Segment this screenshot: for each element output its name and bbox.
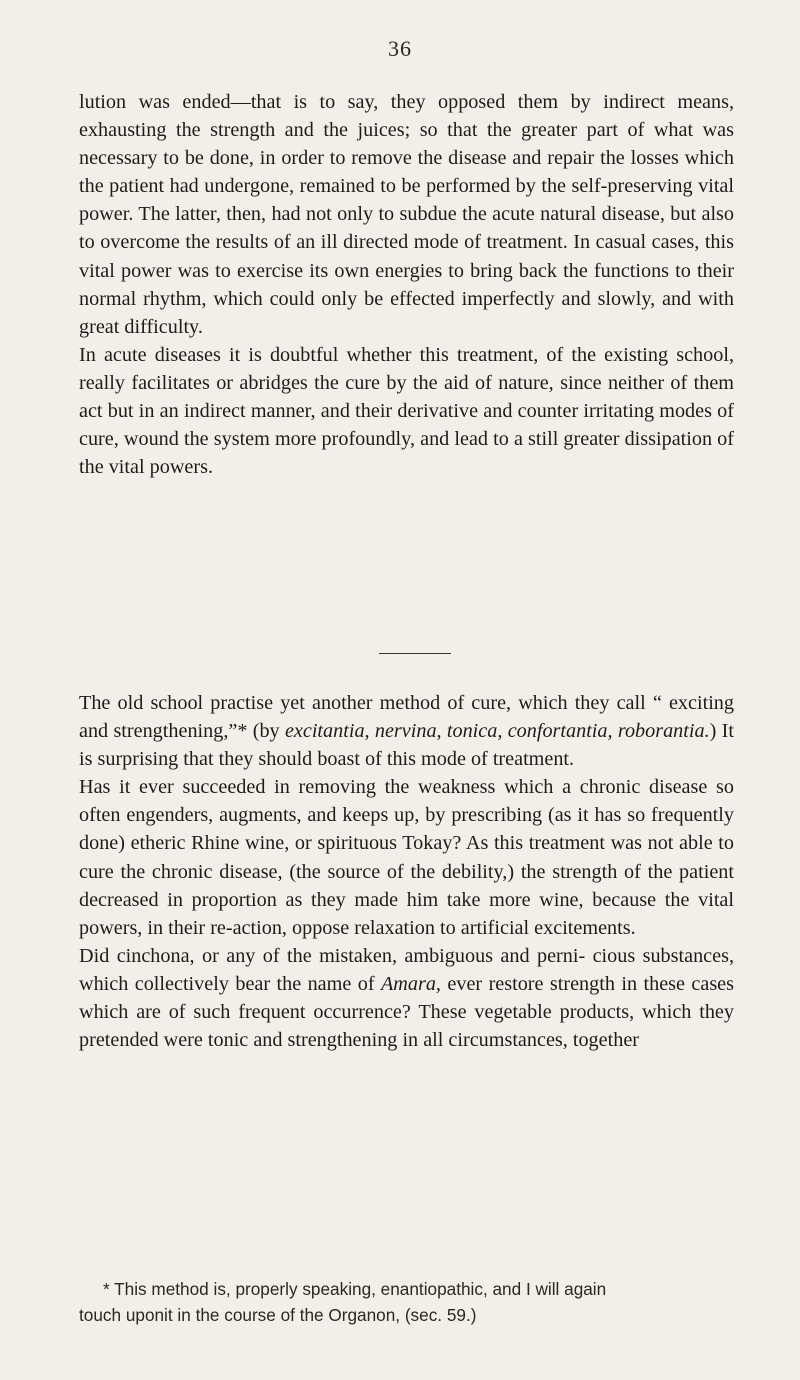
paragraph-text: ever restore strength in these cases which are of such frequent occurrence? These vegetable products, which they pretended were tonic and strengthening in all circumstances, together [79,972,734,1052]
paragraph-text: Did cinchona, or any of the mistaken, ambiguous and perni- cious substances, which collectively bear the name of [79,944,734,995]
page-number: 36 [388,36,412,61]
text-section-upper [79,88,734,481]
latin-terms: excitantia, nervina, tonica, confortantia, roborantia. [284,720,710,743]
paragraph: Has it ever succeeded in removing the weakness which a chronic disease so often engenders, augments, and keeps up, by prescribing (as it has so frequently done) etheric Rhine wine, or spirituous Tokay? As this treatment was not able to cure the chronic disease, (the source of the debility,) the strength of the patient decreased in proportion as they made him take more wine, because the vital powers, in their re-action, oppose relaxation to artificial excitements. [79,776,734,939]
paragraph [79,942,734,1054]
footnote-line: * This method is, properly speaking, enantiopathic, and I will again [103,1279,607,1299]
section-divider [379,653,451,654]
italic-term: Amara, [380,972,441,995]
footnote [79,1276,734,1328]
text-section-lower [79,689,734,1054]
paragraph: In acute diseases it is doubtful whether this treatment, of the existing school, really facilitates or abridges the cure by the aid of nature, since neither of them act but in an indirect manner, and their derivative and counter irritating modes of cure, wound the system more profoundly, and lead to a still greater dissipation of the vital powers. [79,343,734,479]
footnote-line: touch uponit in the course of the Organon, (sec. 59.) [79,1305,477,1325]
paragraph-text: ) It is surprising that they should boast of this mode of treatment. [79,720,734,771]
paragraph [79,689,734,773]
paragraph-text: The old school practise yet another method of cure, which they call “ exciting and strengthening,”* (by [79,692,734,743]
paragraph: lution was ended—that is to say, they opposed them by indirect means, exhausting the strength and the juices; so that the greater part of what was necessary to be done, in order to remove the disease and repair the losses which the patient had undergone, remained to be performed by the self-preserving vital power. The latter, then, had not only to subdue the acute natural disease, but also to overcome the results of an ill directed mode of treatment. In casual cases, this vital power was to exercise its own energies to bring back the functions to their normal rhythm, which could only be effected imperfectly and slowly, and with great difficulty. [79,91,734,338]
